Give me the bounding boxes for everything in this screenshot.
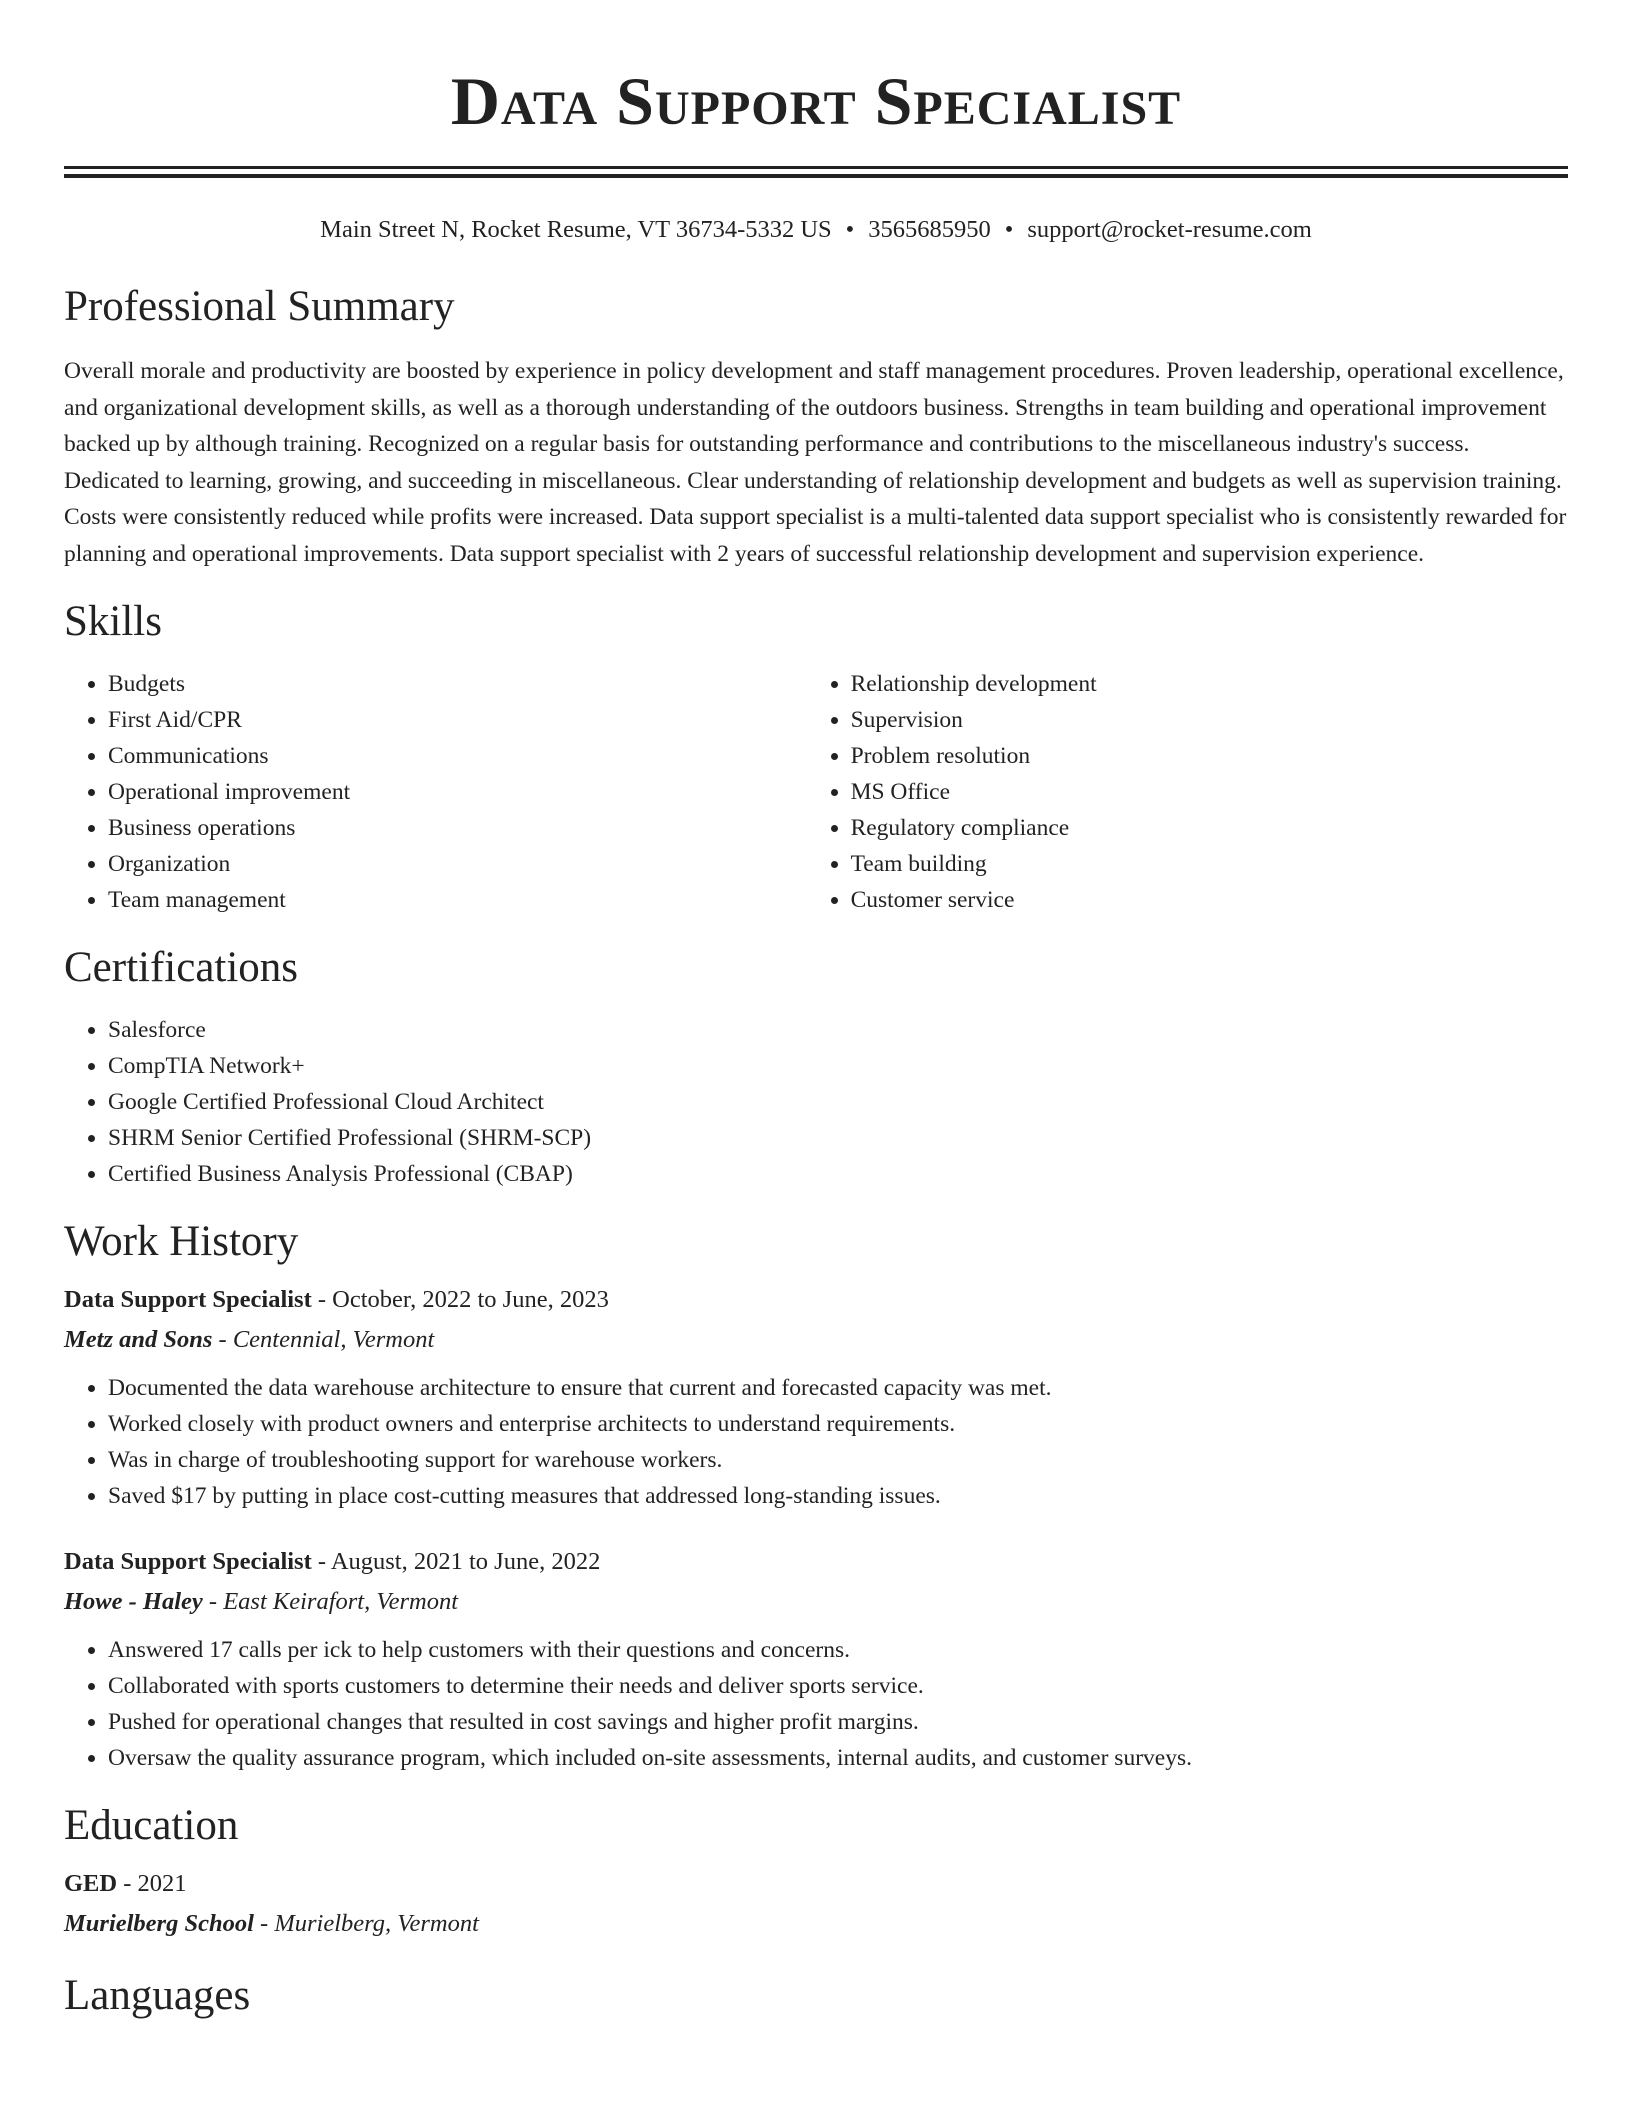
skills-list-right: [807, 666, 1568, 918]
job-bullet: • Collaborated with sports customers to determine their needs and deliver sports service.: [108, 1668, 1568, 1704]
job-company: Howe - Haley: [64, 1588, 203, 1615]
certification-item: • Certified Business Analysis Professional (CBAP): [108, 1156, 1568, 1192]
contact-separator: •: [845, 216, 855, 243]
title-divider-thick: [64, 166, 1568, 169]
skill-item: • Operational improvement: [108, 774, 807, 810]
skill-item: • Organization: [108, 846, 807, 882]
contact-email: support@rocket-resume.com: [1027, 216, 1312, 243]
contact-phone: 3565685950: [868, 216, 991, 243]
skill-item: • MS Office: [851, 774, 1568, 810]
job-company-line: [64, 1322, 1568, 1358]
skill-item: • Problem resolution: [851, 738, 1568, 774]
education-year: - 2021: [117, 1870, 187, 1897]
education-degree: GED: [64, 1870, 118, 1897]
education-header: [64, 1866, 1568, 1902]
job-title: Data Support Specialist: [64, 1548, 312, 1575]
job-header: [64, 1544, 1568, 1580]
certification-item: • SHRM Senior Certified Professional (SHRM-SCP): [108, 1120, 1568, 1156]
resume-page: [64, 0, 1568, 2022]
job-bullet: • Saved $17 by putting in place cost-cutting measures that addressed long-standing issues.: [108, 1478, 1568, 1514]
job-bullets: [64, 1632, 1568, 1776]
job-bullets: [64, 1370, 1568, 1514]
skill-item: • Supervision: [851, 702, 1568, 738]
skill-item: • Relationship development: [851, 666, 1568, 702]
skills-columns: [64, 666, 1568, 918]
job-company-line: [64, 1584, 1568, 1620]
skill-item: • Communications: [108, 738, 807, 774]
job-title: Data Support Specialist: [64, 1286, 312, 1313]
contact-line: [64, 214, 1568, 246]
certifications-heading: Certifications: [64, 944, 299, 991]
job-entry: [64, 1282, 1568, 1514]
contact-separator: •: [1004, 216, 1014, 243]
education-school-line: [64, 1906, 1568, 1942]
education-heading: Education: [64, 1802, 239, 1849]
education-school: Murielberg School: [64, 1910, 254, 1937]
certification-item: • Google Certified Professional Cloud Architect: [108, 1084, 1568, 1120]
job-location: - East Keirafort, Vermont: [202, 1588, 459, 1615]
skill-item: • Budgets: [108, 666, 807, 702]
education-location: - Murielberg, Vermont: [253, 1910, 479, 1937]
skill-item: • Regulatory compliance: [851, 810, 1568, 846]
skills-heading: Skills: [64, 598, 162, 645]
certifications-list: [64, 1012, 1568, 1192]
job-bullet: • Answered 17 calls per ick to help customers with their questions and concerns.: [108, 1632, 1568, 1668]
job-dates: - October, 2022 to June, 2023: [311, 1286, 609, 1313]
contact-address: Main Street N, Rocket Resume, VT 36734-5332 US: [320, 216, 832, 243]
job-bullet: • Oversaw the quality assurance program, which included on-site assessments, internal audits, and customer surveys.: [108, 1740, 1568, 1776]
job-bullet: • Documented the data warehouse architecture to ensure that current and forecasted capacity was met.: [108, 1370, 1568, 1406]
summary-text: Overall morale and productivity are boosted by experience in policy development and staff management procedures. Proven leadership, operational excellence, and organizational development skills, as well as a thorough understanding of the outdoors business. Strengths in team building and operational improvement backed up by although training. Recognized on a regular basis for outstanding performance and contributions to the miscellaneous industry's success. Dedicated to learning, growing, and succeeding in miscellaneous. Clear understanding of relationship development and budgets as well as supervision training. Costs were consistently reduced while profits were increased. Data support specialist is a multi-talented data support specialist who is consistently rewarded for planning and operational improvements. Data support specialist with 2 years of successful relationship development and supervision experience.: [64, 358, 1567, 567]
job-dates: - August, 2021 to June, 2022: [311, 1548, 601, 1575]
summary-heading: Professional Summary: [64, 283, 455, 330]
job-bullet: • Worked closely with product owners and enterprise architects to understand requirements.: [108, 1406, 1568, 1442]
skill-item: • First Aid/CPR: [108, 702, 807, 738]
job-bullet: • Was in charge of troubleshooting support for warehouse workers.: [108, 1442, 1568, 1478]
languages-heading: Languages: [64, 1972, 251, 2019]
skills-list-left: [64, 666, 807, 918]
job-header: [64, 1282, 1568, 1318]
job-entry: [64, 1544, 1568, 1776]
job-company: Metz and Sons: [64, 1326, 213, 1353]
skill-item: • Customer service: [851, 882, 1568, 918]
work-history-heading: Work History: [64, 1218, 299, 1265]
job-bullet: • Pushed for operational changes that resulted in cost savings and higher profit margins.: [108, 1704, 1568, 1740]
skill-item: • Business operations: [108, 810, 807, 846]
certification-item: • Salesforce: [108, 1012, 1568, 1048]
education-entry: [64, 1866, 1568, 1942]
certification-item: • CompTIA Network+: [108, 1048, 1568, 1084]
skill-item: • Team management: [108, 882, 807, 918]
title-divider-thin: [64, 174, 1568, 178]
resume-title: Data Support Specialist: [450, 63, 1182, 139]
job-location: - Centennial, Vermont: [212, 1326, 435, 1353]
skill-item: • Team building: [851, 846, 1568, 882]
